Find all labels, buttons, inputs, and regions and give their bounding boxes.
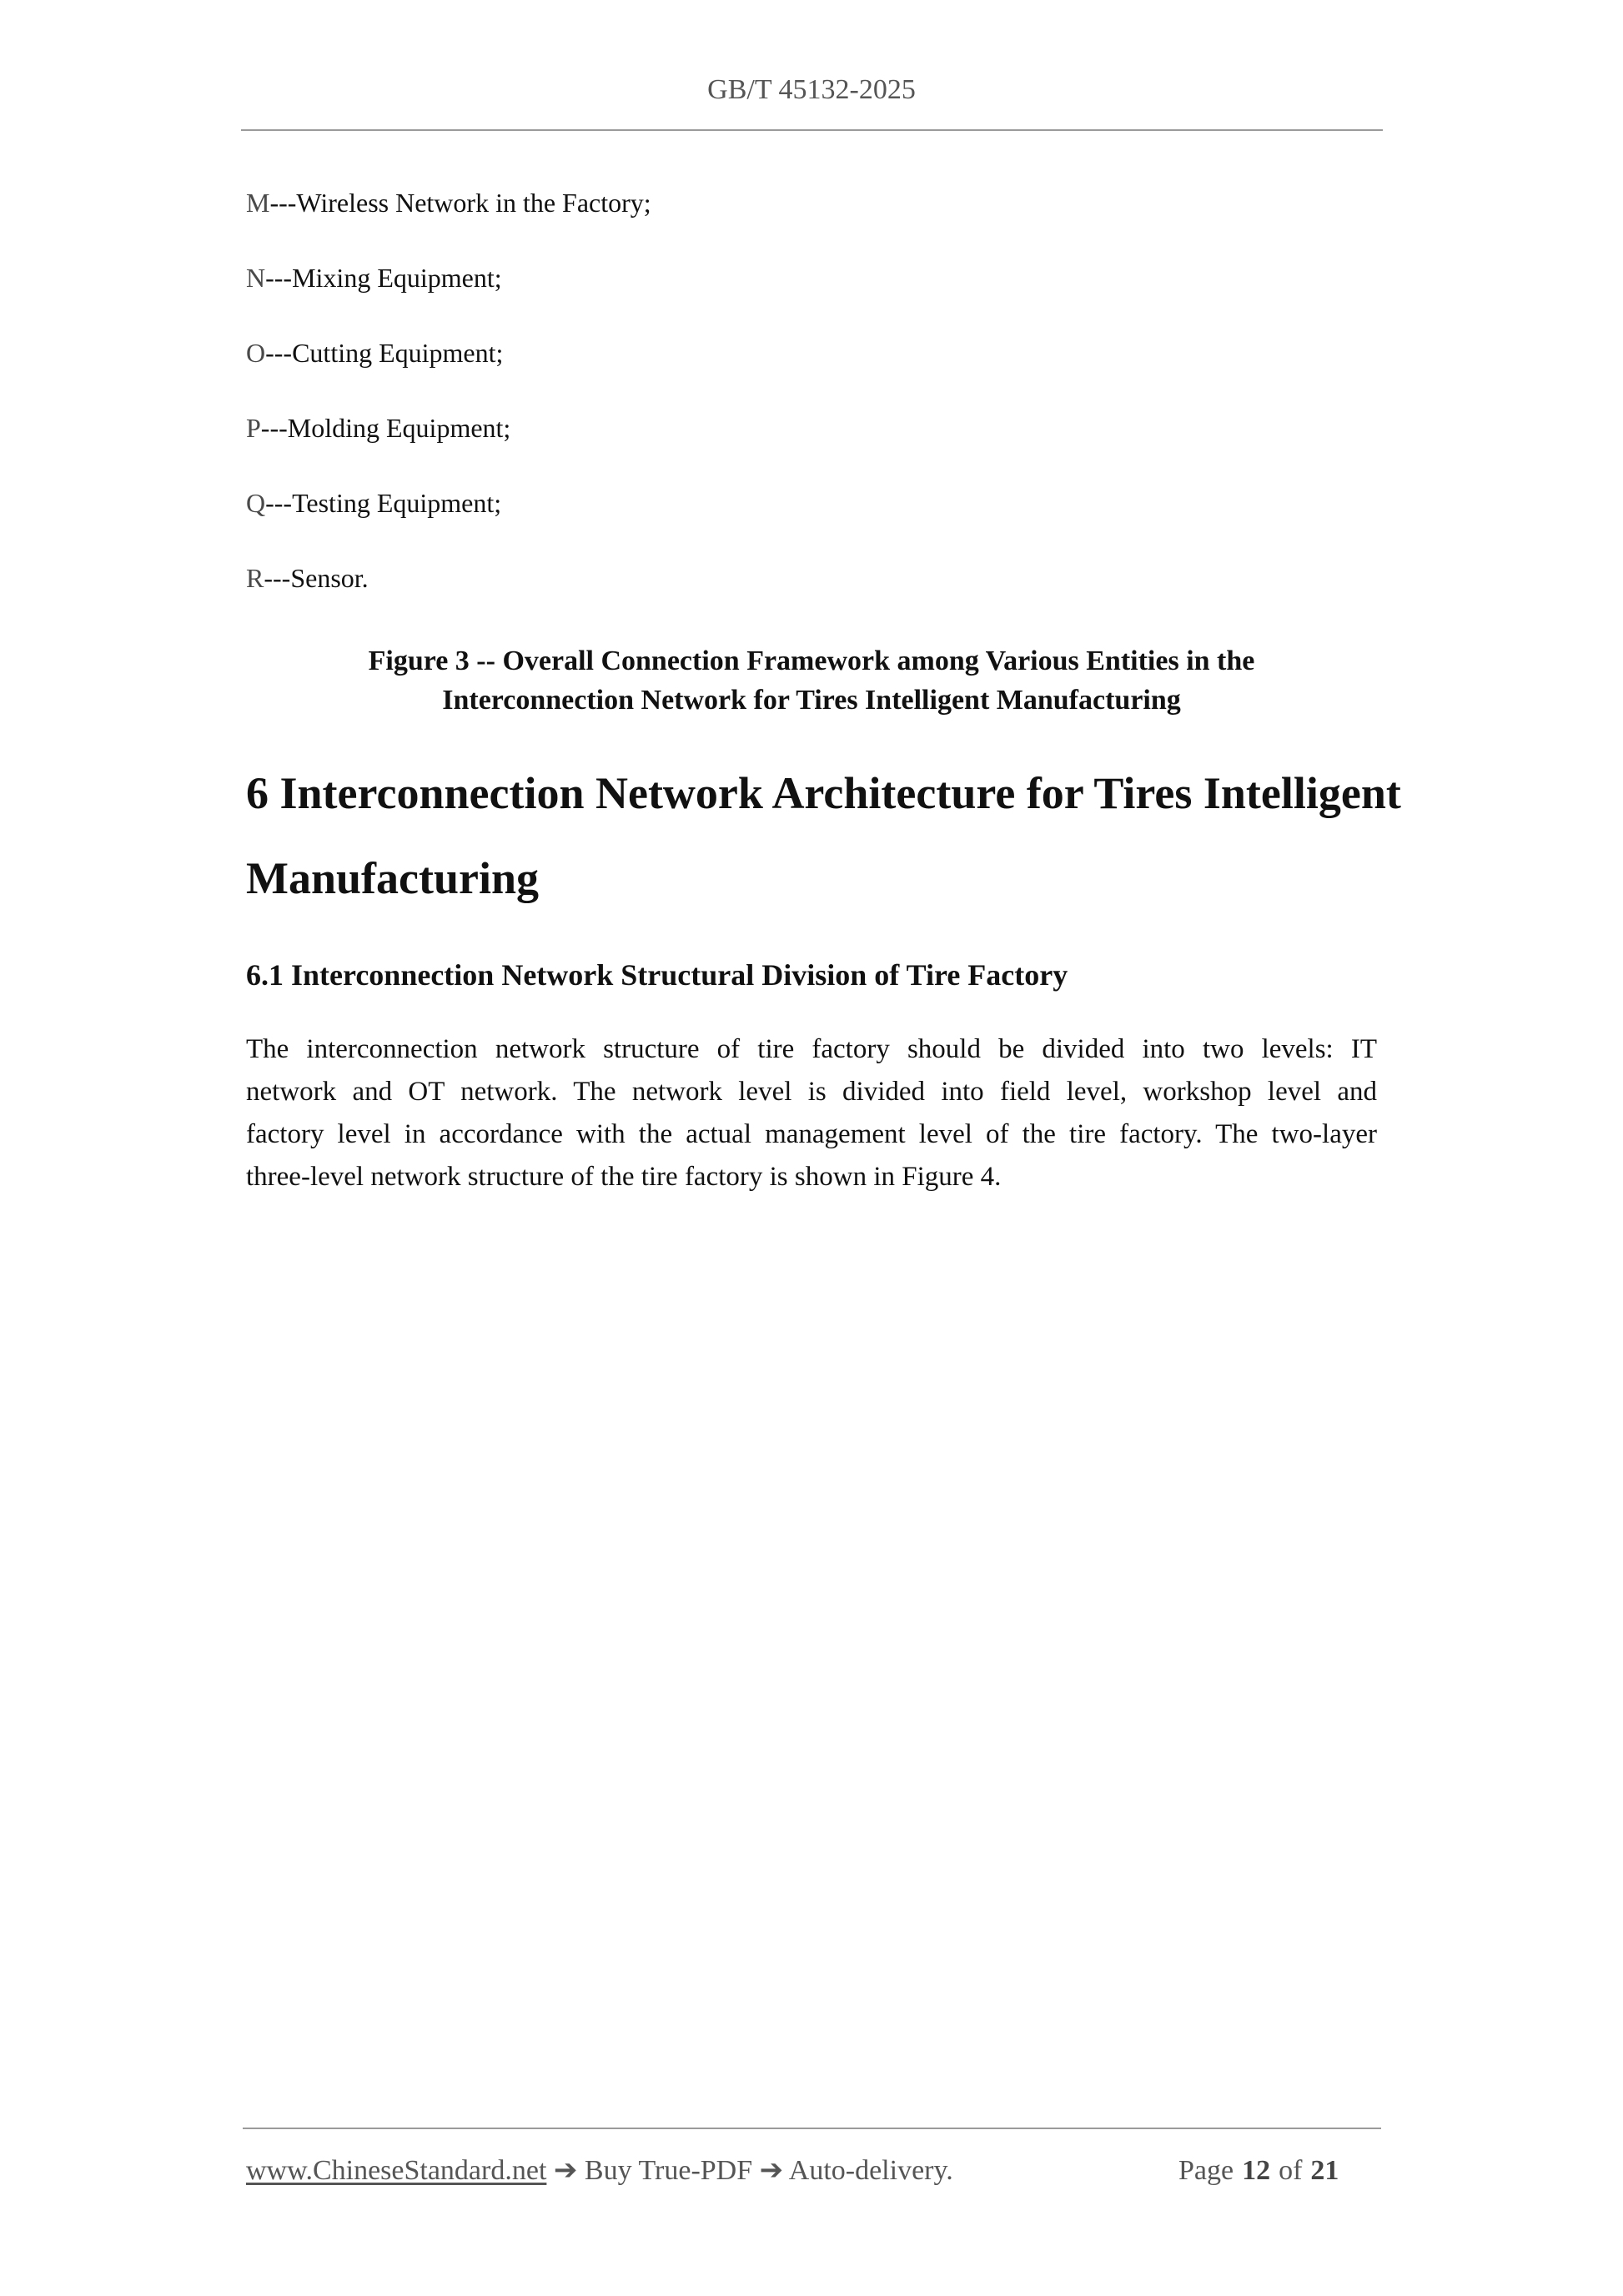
section-heading <box>246 767 1401 819</box>
legend-text: Molding Equipment; <box>287 413 511 443</box>
site-link[interactable]: www.ChineseStandard.net <box>246 2155 547 2186</box>
section-heading-line-1: 6 Interconnection Network Architecture for Tires Intelligent <box>246 768 1401 818</box>
legend-item-m <box>246 187 651 219</box>
legend-text: Sensor. <box>290 563 369 593</box>
footer-step-buy: Buy True-PDF <box>584 2155 753 2186</box>
total-pages-number: 21 <box>1310 2155 1339 2186</box>
legend-key: R <box>246 563 264 593</box>
footer-step-delivery: Auto-delivery. <box>788 2155 953 2186</box>
paragraph-line: network and OT network. The network level is divided into field level, workshop level and <box>246 1077 1377 1107</box>
legend-text: Mixing Equipment; <box>292 263 502 293</box>
figure-caption <box>0 641 1623 720</box>
footer-divider <box>243 2128 1381 2129</box>
paragraph-line: The interconnection network structure of tire factory should be divided into two levels: IT <box>246 1034 1377 1064</box>
paragraph-line: factory level in accordance with the actual management level of the tire factory. The two-layer <box>246 1119 1377 1149</box>
page-label: Page <box>1178 2155 1234 2186</box>
paragraph-line: three-level network structure of the tire factory is shown in Figure 4. <box>246 1162 1002 1192</box>
arrow-right-icon: ➔ <box>553 2155 578 2186</box>
legend-text: Wireless Network in the Factory; <box>296 188 651 218</box>
figure-caption-line-2: Interconnection Network for Tires Intelligent Manufacturing <box>442 685 1181 716</box>
legend-separator: --- <box>265 263 293 293</box>
figure-caption-line-1: Figure 3 -- Overall Connection Framework among Various Entities in the <box>368 646 1255 676</box>
legend-item-q <box>246 487 501 519</box>
page-indicator <box>1178 2154 1339 2188</box>
header-divider <box>241 129 1383 131</box>
legend-key: Q <box>246 488 266 518</box>
legend-separator: --- <box>260 413 288 443</box>
legend-key: O <box>246 338 266 368</box>
legend-item-n <box>246 262 502 294</box>
subsection-heading: 6.1 Interconnection Network Structural Division of Tire Factory <box>246 958 1068 992</box>
arrow-right-icon: ➔ <box>759 2155 784 2186</box>
current-page-number: 12 <box>1242 2155 1271 2186</box>
footer-promo <box>246 2154 953 2188</box>
legend-separator: --- <box>269 188 297 218</box>
section-heading-continued <box>246 852 539 904</box>
body-paragraph <box>246 1028 1377 1198</box>
legend-item-p <box>246 412 510 444</box>
legend-separator: --- <box>265 488 293 518</box>
legend-key: N <box>246 263 266 293</box>
legend-text: Testing Equipment; <box>292 488 502 518</box>
legend-item-r <box>246 562 369 594</box>
of-label: of <box>1279 2155 1303 2186</box>
legend-key: M <box>246 188 270 218</box>
document-code-header: GB/T 45132-2025 <box>707 74 916 105</box>
legend-item-o <box>246 337 503 369</box>
legend-key: P <box>246 413 261 443</box>
legend-separator: --- <box>265 338 293 368</box>
legend-separator: --- <box>264 563 291 593</box>
section-heading-line-2: Manufacturing <box>246 853 539 903</box>
legend-text: Cutting Equipment; <box>292 338 504 368</box>
